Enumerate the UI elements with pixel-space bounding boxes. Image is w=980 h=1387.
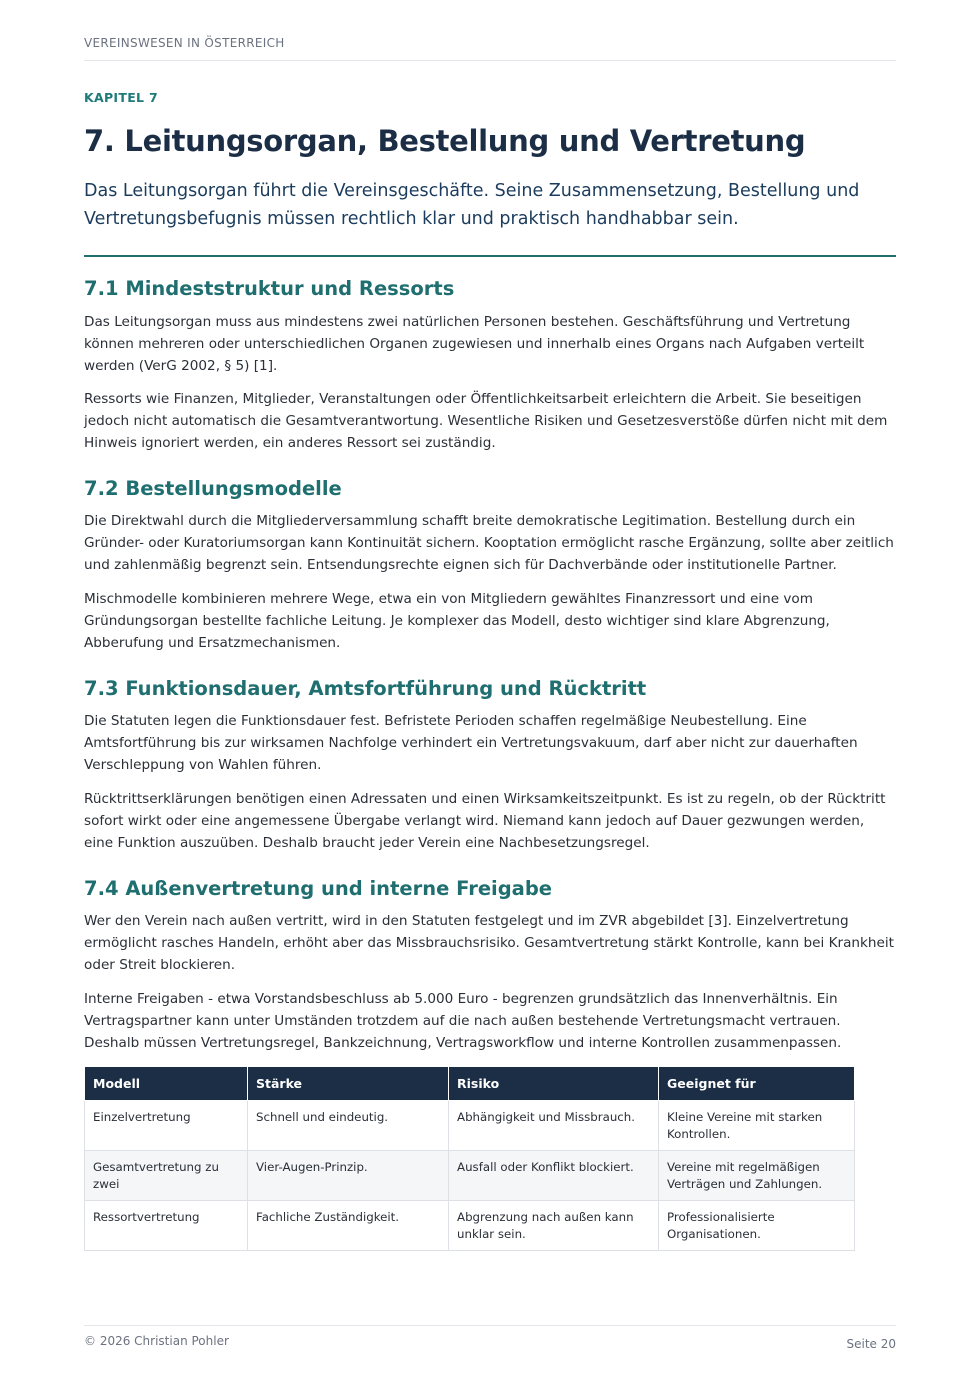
table-cell: Fachliche Zuständigkeit. xyxy=(248,1201,449,1251)
footer-divider xyxy=(84,1325,896,1326)
table-row xyxy=(85,1151,855,1201)
table-header-cell: Modell xyxy=(85,1067,248,1101)
table-cell: Abhängigkeit und Missbrauch. xyxy=(449,1101,659,1151)
chapter-lead: Das Leitungsorgan führt die Vereinsgeschäfte. Seine Zusammensetzung, Bestellung und Vertretungsbefugnis müssen rechtlich klar und praktisch handhabbar sein. xyxy=(84,181,860,229)
section-7-3-paragraph-1: Die Statuten legen die Funktionsdauer fest. Befristete Perioden schaffen regelmäßige Neubestellung. Eine Amtsfortführung bis zur wirksamen Nachfolge verhindert ein Vertretungsvakuum, darf aber nicht zur dauerhaften Verschleppung von Wahlen führen. xyxy=(84,713,858,774)
table-cell: Schnell und eindeutig. xyxy=(248,1101,449,1151)
table-header-row xyxy=(85,1067,855,1101)
table-cell: Ressortvertretung xyxy=(85,1201,248,1251)
section-7-1-paragraph-1: Das Leitungsorgan muss aus mindestens zwei natürlichen Personen bestehen. Geschäftsführung und Vertretung können mehreren oder unterschiedlichen Organen zugewiesen und innerhalb eines Organs nach Aufgaben verteilt werden (VerG 2002, § 5) [1]. xyxy=(84,314,865,375)
section-7-3-paragraph-2: Rücktrittserklärungen benötigen einen Adressaten und einen Wirksamkeitszeitpunkt. Es ist zu regeln, ob der Rücktritt sofort wirkt oder eine angemessene Übergabe verlangt wird. Niemand kann jedoch auf Dauer gezwungen werden, eine Funktion auszuüben. Deshalb braucht jeder Verein eine Nachbesetzungsregel. xyxy=(84,791,886,852)
section-heading-7-3: 7.3 Funktionsdauer, Amtsfortführung und Rücktritt xyxy=(84,677,647,700)
section-7-1-paragraph-2: Ressorts wie Finanzen, Mitglieder, Veranstaltungen oder Öffentlichkeitsarbeit erleichtern die Arbeit. Sie beseitigen jedoch nicht automatisch die Gesamtverantwortung. Wesentliche Risiken und Gesetzesverstöße dürfen nicht mit dem Hinweis ignoriert werden, ein anderes Ressort sei zuständig. xyxy=(84,391,888,452)
table-cell: Vier-Augen-Prinzip. xyxy=(248,1151,449,1201)
section-7-4-paragraph-2: Interne Freigaben - etwa Vorstandsbeschluss ab 5.000 Euro - begrenzen grundsätzlich das Innenverhältnis. Ein Vertragspartner kann unter Umständen trotzdem auf die nach außen bestehende Vertretungsmacht vertrauen. Deshalb müssen Vertretungsregel, Bankzeichnung, Vertragsworkflow und interne Kontrollen zusammenpassen. xyxy=(84,991,842,1052)
representation-models-table xyxy=(84,1067,855,1251)
section-7-2-paragraph-1: Die Direktwahl durch die Mitgliederversammlung schafft breite demokratische Legitimation. Bestellung durch ein Gründer- oder Kuratoriumsorgan kann Kontinuität sichern. Kooptation ermöglicht rasche Ergänzung, sollte aber zeitlich und zahlenmäßig begrenzt sein. Entsendungsrechte eignen sich für Dachverbände oder institutionelle Partner. xyxy=(84,513,894,574)
table-header-cell: Geeignet für xyxy=(659,1067,855,1101)
running-header: VEREINSWESEN IN ÖSTERREICH xyxy=(84,36,285,50)
section-heading-7-4: 7.4 Außenvertretung und interne Freigabe xyxy=(84,877,553,900)
table-header-cell: Stärke xyxy=(248,1067,449,1101)
table-row xyxy=(85,1201,855,1251)
table-header-cell: Risiko xyxy=(449,1067,659,1101)
table-cell: Gesamtvertretung zu zwei xyxy=(85,1151,248,1201)
section-heading-7-2: 7.2 Bestellungsmodelle xyxy=(84,477,342,500)
page-number: Seite 20 xyxy=(846,1337,896,1351)
table-row xyxy=(85,1101,855,1151)
table-cell: Ausfall oder Konflikt blockiert. xyxy=(449,1151,659,1201)
lead-divider xyxy=(84,255,896,257)
table-cell: Kleine Vereine mit starken Kontrollen. xyxy=(659,1101,855,1151)
chapter-label: KAPITEL 7 xyxy=(84,90,158,105)
table-cell: Abgrenzung nach außen kann unklar sein. xyxy=(449,1201,659,1251)
table-cell: Professionalisierte Organisationen. xyxy=(659,1201,855,1251)
section-7-4-paragraph-1: Wer den Verein nach außen vertritt, wird in den Statuten festgelegt und im ZVR abgebildet [3]. Einzelvertretung ermöglicht rasches Handeln, erhöht aber das Missbrauchsrisiko. Gesamtvertretung stärkt Kontrolle, kann bei Krankheit oder Streit blockieren. xyxy=(84,913,894,974)
section-7-2-paragraph-2: Mischmodelle kombinieren mehrere Wege, etwa ein von Mitgliedern gewähltes Finanzressort und eine vom Gründungsorgan bestellte fachliche Leitung. Je komplexer das Modell, desto wichtiger sind klare Abgrenzung, Abberufung und Ersatzmechanismen. xyxy=(84,591,830,652)
header-divider xyxy=(84,60,896,61)
chapter-title: 7. Leitungsorgan, Bestellung und Vertretung xyxy=(84,124,806,158)
section-heading-7-1: 7.1 Mindeststruktur und Ressorts xyxy=(84,277,455,300)
footer-copyright: © 2026 Christian Pohler xyxy=(84,1334,229,1348)
table-cell: Einzelvertretung xyxy=(85,1101,248,1151)
table-cell: Vereine mit regelmäßigen Verträgen und Zahlungen. xyxy=(659,1151,855,1201)
